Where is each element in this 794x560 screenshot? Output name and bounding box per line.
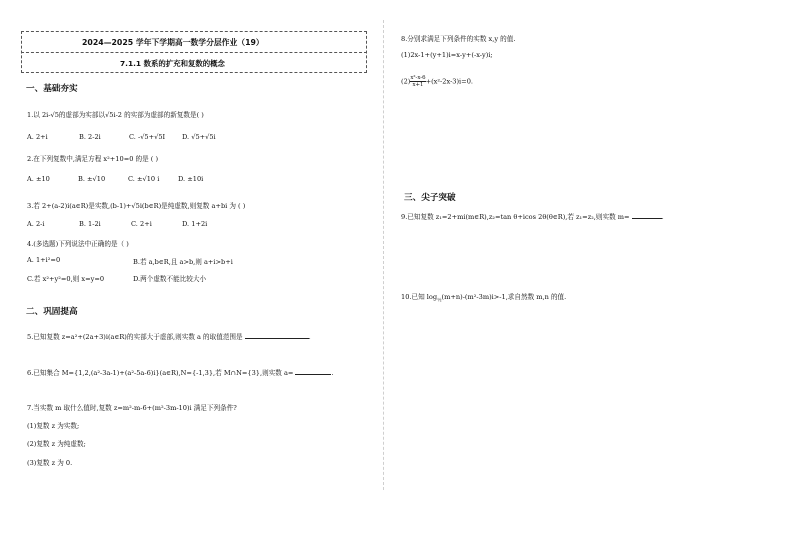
q3-option-a: A. 2-i: [27, 220, 45, 228]
q7-part-1: (1)复数 z 为实数;: [27, 422, 80, 430]
question-6: 6.已知集合 M={1,2,(a²-3a-1)+(a²-5a-6)i}(a∈R),N={-1,3},若 M∩N={3},则实数 a= .: [27, 369, 334, 377]
question-8: 8.分别求满足下列条件的实数 x,y 的值.: [401, 35, 516, 43]
q8-part-2-label: (2): [401, 77, 411, 86]
section-heading-consolidate: 二、巩固提高: [26, 307, 78, 317]
q8-part-2-rest: +(x²-2x-3)i=0.: [425, 77, 473, 86]
q1-option-d: D. √5+√5i: [182, 133, 216, 141]
log-base-subscript: ½: [437, 298, 442, 304]
q2-option-d: D. ±10i: [178, 175, 204, 183]
q3-option-d: D. 1+2i: [182, 220, 208, 228]
question-9-text: 9.已知复数 z₁=2+mi(m∈R),z₂=tan θ+icos 2θ(θ∈R),若 z₁=z₂,则实数 m=: [401, 213, 630, 221]
q6-answer-blank[interactable]: [295, 374, 331, 375]
question-10-text: (m+n)-(m²-3m)i>-1,求自然数 m,n 的值.: [441, 293, 567, 301]
q4-option-a: A. 1+i²=0: [27, 256, 61, 264]
question-10-prefix: 10.已知 log: [401, 293, 438, 301]
q4-option-b: B.若 a,b∈R,且 a>b,则 a+i>b+i: [133, 258, 233, 266]
q8-fraction-denominator: x+1: [412, 82, 424, 88]
q3-option-b: B. 1-2i: [79, 220, 101, 228]
q1-option-c: C. -√5+√5I: [129, 133, 166, 141]
q1-option-a: A. 2+i: [27, 133, 48, 141]
question-9: 9.已知复数 z₁=2+mi(m∈R),z₂=tan θ+icos 2θ(θ∈R),若 z₁=z₂,则实数 m= .: [401, 213, 664, 221]
question-6-text: 6.已知集合 M={1,2,(a²-3a-1)+(a²-5a-6)i}(a∈R),N={-1,3},若 M∩N={3},则实数 a=: [27, 369, 294, 377]
section-heading-basic: 一、基础夯实: [26, 84, 78, 94]
q7-part-2: (2)复数 z 为纯虚数;: [27, 440, 86, 448]
q1-option-b: B. 2-2i: [79, 133, 101, 141]
q7-part-3: (3)复数 z 为 0.: [27, 459, 73, 467]
question-5: 5.已知复数 z=a²+(2a+3)i(a∈R)的实部大于虚部,则实数 a 的取值范围是 .: [27, 333, 311, 341]
q3-option-c: C. 2+i: [131, 220, 152, 228]
question-10: [401, 291, 566, 303]
question-3: 3.若 2+(a-2)i(a∈R)是实数,(b-1)+√5i(b∈R)是纯虚数,则复数 a+bi 为 ( ): [27, 202, 246, 210]
section-heading-advanced: 三、尖子突破: [404, 193, 456, 203]
q5-answer-blank[interactable]: [245, 338, 309, 339]
q8-part-1: (1)2x-1+(y+1)i=x-y+(-x-y)i;: [401, 51, 493, 59]
question-2: 2.在下列复数中,满足方程 x²+10=0 的是 ( ): [27, 155, 159, 163]
question-1: 1.以 2i-√5的虚部为实部以√5i-2 的实部为虚部的新复数是( ): [27, 111, 204, 119]
header-divider: [21, 52, 367, 53]
q8-part-2: [401, 75, 473, 88]
q2-option-c: C. ±√10 i: [128, 175, 160, 183]
question-5-text: 5.已知复数 z=a²+(2a+3)i(a∈R)的实部大于虚部,则实数 a 的取值范围是: [27, 333, 243, 341]
q8-fraction-numerator: x²-x-6: [410, 75, 426, 81]
column-divider: [383, 20, 384, 490]
worksheet-title: 2024—2025 学年下学期高一数学分层作业（19）: [82, 38, 264, 47]
q4-option-d: D.两个虚数不能比较大小: [133, 275, 207, 283]
q9-answer-blank[interactable]: [632, 218, 662, 219]
q4-option-c: C.若 x²+y²=0,则 x=y=0: [27, 275, 105, 283]
question-7: 7.当实数 m 取什么值时,复数 z=m²-m-6+(m²-3m-10)i 满足下列条件?: [27, 404, 237, 412]
lesson-subtitle: 7.1.1 数系的扩充和复数的概念: [120, 59, 225, 68]
q2-option-a: A. ±10: [27, 175, 50, 183]
worksheet-page: [20, 18, 780, 518]
q8-fraction: [410, 75, 425, 88]
q2-option-b: B. ±√10: [78, 175, 106, 183]
question-4: 4.(多选题)下列说法中正确的是（ ): [27, 240, 129, 248]
